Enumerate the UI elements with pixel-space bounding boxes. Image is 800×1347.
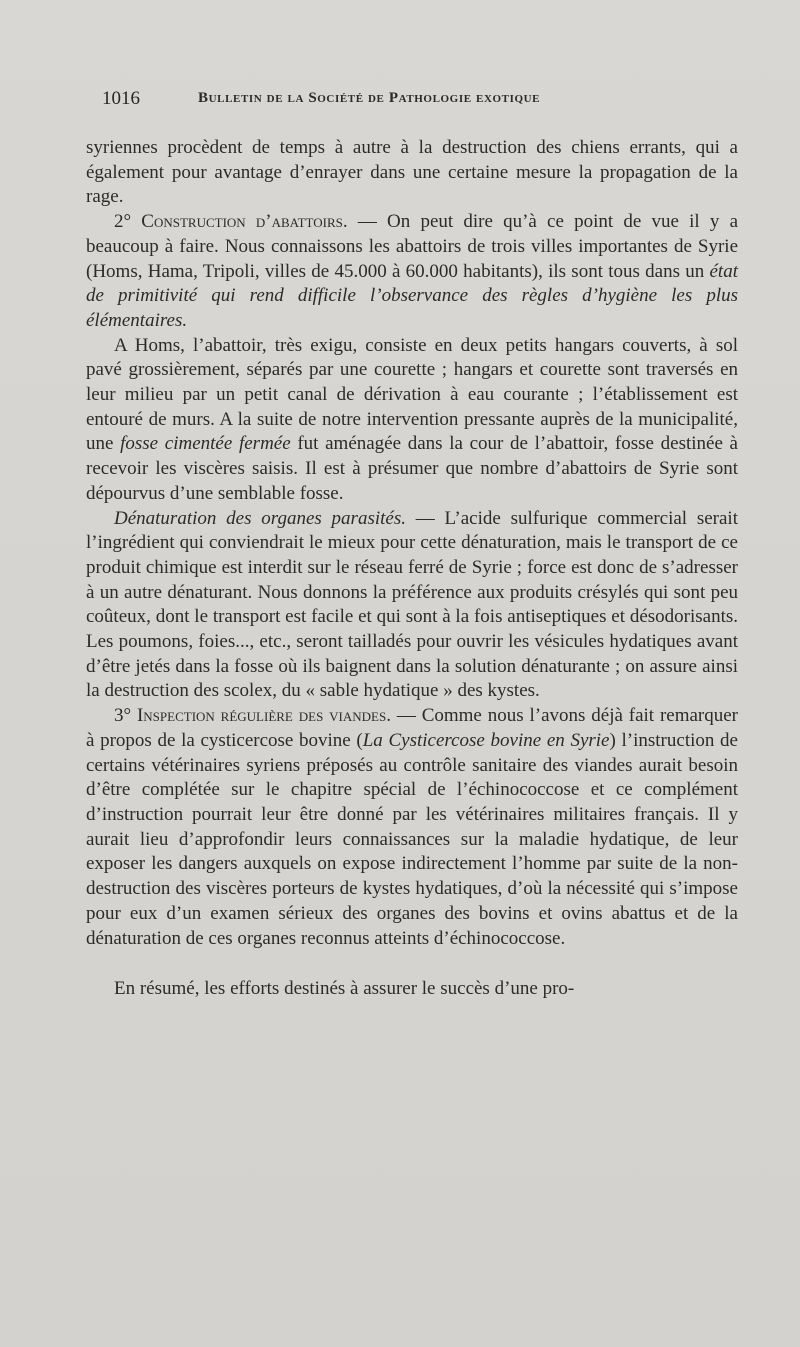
- paragraph-resume: En résumé, les efforts destinés à assurer le succès d’une pro-: [114, 978, 575, 1000]
- paragraph-homs: A Homs, l’abattoir, très exigu, consiste en deux petits hangars couverts, à sol pavé grossièrement, séparés par une courette ; hangars et courette sont traversés en leur milieu par un petit canal de dérivation à eau courante ; l’établissement est entouré de murs. A la suite de notre intervention pressante auprès de la municipalité, une fosse cimentée fermée fut aménagée dans la cour de l’abattoir, fosse destinée à recevoir les viscères saisis. Il est à présumer que nombre d’abattoirs de Syrie sont dépourvus d’une semblable fosse.: [86, 334, 738, 504]
- section-heading-inspection: Inspection régulière des viandes.: [136, 705, 391, 727]
- paragraph-abattoirs: 2° Construction d’abattoirs. — On peut dire qu’à ce point de vue il y a beaucoup à faire. Nous connaissons les abattoirs de trois villes importantes de Syrie (Homs, Hama, Tripoli, villes de 45.000 à 60.000 habitants), ils sont tous dans un état de primitivité qui rend difficile l’observance des règles d’hygiène les plus élémentaires.: [86, 211, 738, 331]
- running-title: Bulletin de la Société de Pathologie exotique: [198, 90, 541, 106]
- paragraph-gap: [86, 951, 738, 977]
- paragraph-denaturation: Dénaturation des organes parasités. — L’acide sulfurique commercial serait l’ingrédient qui conviendrait le mieux pour cette dénaturation, mais le transport de ce produit chimique est interdit sur le réseau ferré de Syrie ; force est donc de s’adresser à un autre dénaturant. Nous donnons la préférence aux produits crésylés qui sont peu coûteux, dont le transport est facile et qui sont à la fois antiseptiques et désodorisants. Les poumons, foies..., etc., seront tailladés pour ouvrir les vésicules hydatiques avant d’être jetés dans la fosse où ils baignent dans la solution dénaturante ; on assure ainsi la destruction des scolex, du « sable hydatique » des kystes.: [86, 507, 738, 702]
- paragraph-inspection: 3° Inspection régulière des viandes. — Comme nous l’avons déjà fait remarquer à propos de la cysticercose bovine (La Cysticercose bovine en Syrie) l’instruction de certains vétérinaires syriens préposés au contrôle sanitaire des viandes aurait besoin d’être complétée sur le chapitre spécial de l’échinococcose et ce complément d’instruction pourrait leur être donné par les vétérinaires militaires français. Il y aurait lieu d’approfondir leurs connaissances sur la maladie hydatique, de leur exposer les dangers auxquels on expose indirectement l’homme par suite de la non-destruction des viscères porteurs de kystes hydatiques, d’où la nécessité qui s’impose pour eux d’un examen sérieux des organes des bovins et ovins abattus et de la dénaturation de ces organes reconnus atteints d’échinococcose.: [86, 705, 739, 949]
- section-heading-denaturation: Dénaturation des organes parasités.: [114, 507, 406, 529]
- body-text: [86, 136, 738, 1002]
- page-header: [102, 88, 662, 118]
- section-heading-abattoirs: Construction d’abattoirs.: [141, 211, 348, 233]
- page-number: 1016: [102, 88, 140, 109]
- paragraph-rage: syriennes procèdent de temps à autre à la destruction des chiens errants, qui a également pour avantage d’enrayer dans une certaine mesure la propagation de la rage.: [86, 137, 738, 208]
